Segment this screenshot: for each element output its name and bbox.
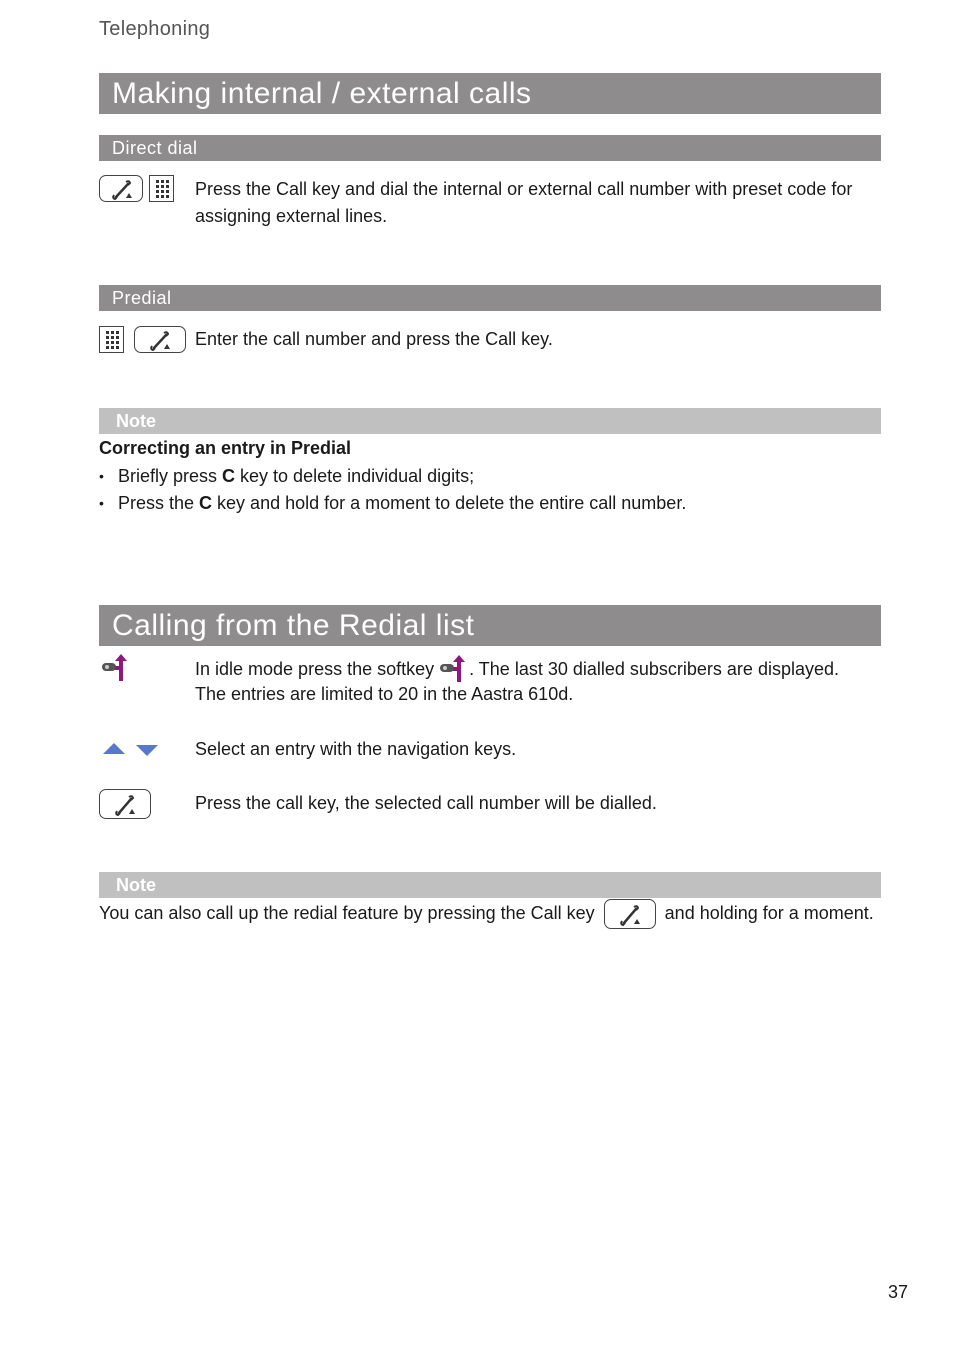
predial-text: Enter the call number and press the Call key.: [195, 329, 553, 349]
bullet-text: Briefly press: [118, 466, 223, 486]
bullet-text: key and hold for a moment to delete the entire call number.: [212, 493, 687, 513]
direct-dial-icons: [99, 175, 174, 202]
bullet-dot: •: [99, 495, 104, 511]
page-number: 37: [888, 1282, 909, 1302]
section-title-redial-list: Calling from the Redial list: [99, 605, 881, 646]
keypad-icon: [99, 326, 124, 353]
redial-step-1-line-2: The entries are limited to 20 in the Aastra 610d.: [195, 684, 574, 704]
subsection-predial: Predial: [99, 285, 881, 311]
note-2-text: [99, 899, 899, 929]
note-bullet-1: [99, 463, 859, 490]
phone-handset-icon: [134, 326, 186, 353]
step-text: In idle mode press the softkey: [195, 658, 440, 679]
redial-step-2: Select an entry with the navigation keys.: [195, 739, 517, 759]
redial-softkey-icon: [101, 653, 131, 688]
section-title-making-calls: Making internal / external calls: [99, 73, 881, 114]
bullet-text: key to delete individual digits;: [235, 466, 475, 486]
keypad-icon: [149, 175, 174, 202]
running-head: Telephoning: [99, 18, 211, 40]
redial-step-3: Press the call key, the selected call number will be dialled.: [195, 793, 657, 813]
direct-dial-text: Press the Call key and dial the internal or external call number with preset code for assigning external lines.: [195, 179, 853, 226]
navigation-keys-icons: [101, 740, 161, 765]
bullet-dot: •: [99, 468, 104, 484]
note-subheading: Correcting an entry in Predial: [99, 438, 352, 458]
note-text: and holding for a moment.: [664, 902, 874, 923]
predial-icons: [99, 326, 186, 353]
note-heading: Note: [99, 408, 881, 434]
note-bullet-2: [99, 490, 859, 517]
note-text: You can also call up the redial feature by pressing the Call key: [99, 902, 595, 923]
c-key-label: C: [199, 493, 213, 513]
c-key-label: C: [222, 466, 236, 486]
phone-handset-icon: [99, 175, 143, 202]
bullet-text: Press the: [118, 493, 200, 513]
phone-handset-icon: [604, 899, 656, 929]
note-heading: Note: [99, 872, 881, 898]
phone-handset-icon: [99, 789, 151, 819]
subsection-direct-dial: Direct dial: [99, 135, 881, 161]
step-3-icon: [99, 789, 151, 819]
step-text: . The last 30 dialled subscribers are displayed.: [469, 658, 839, 679]
